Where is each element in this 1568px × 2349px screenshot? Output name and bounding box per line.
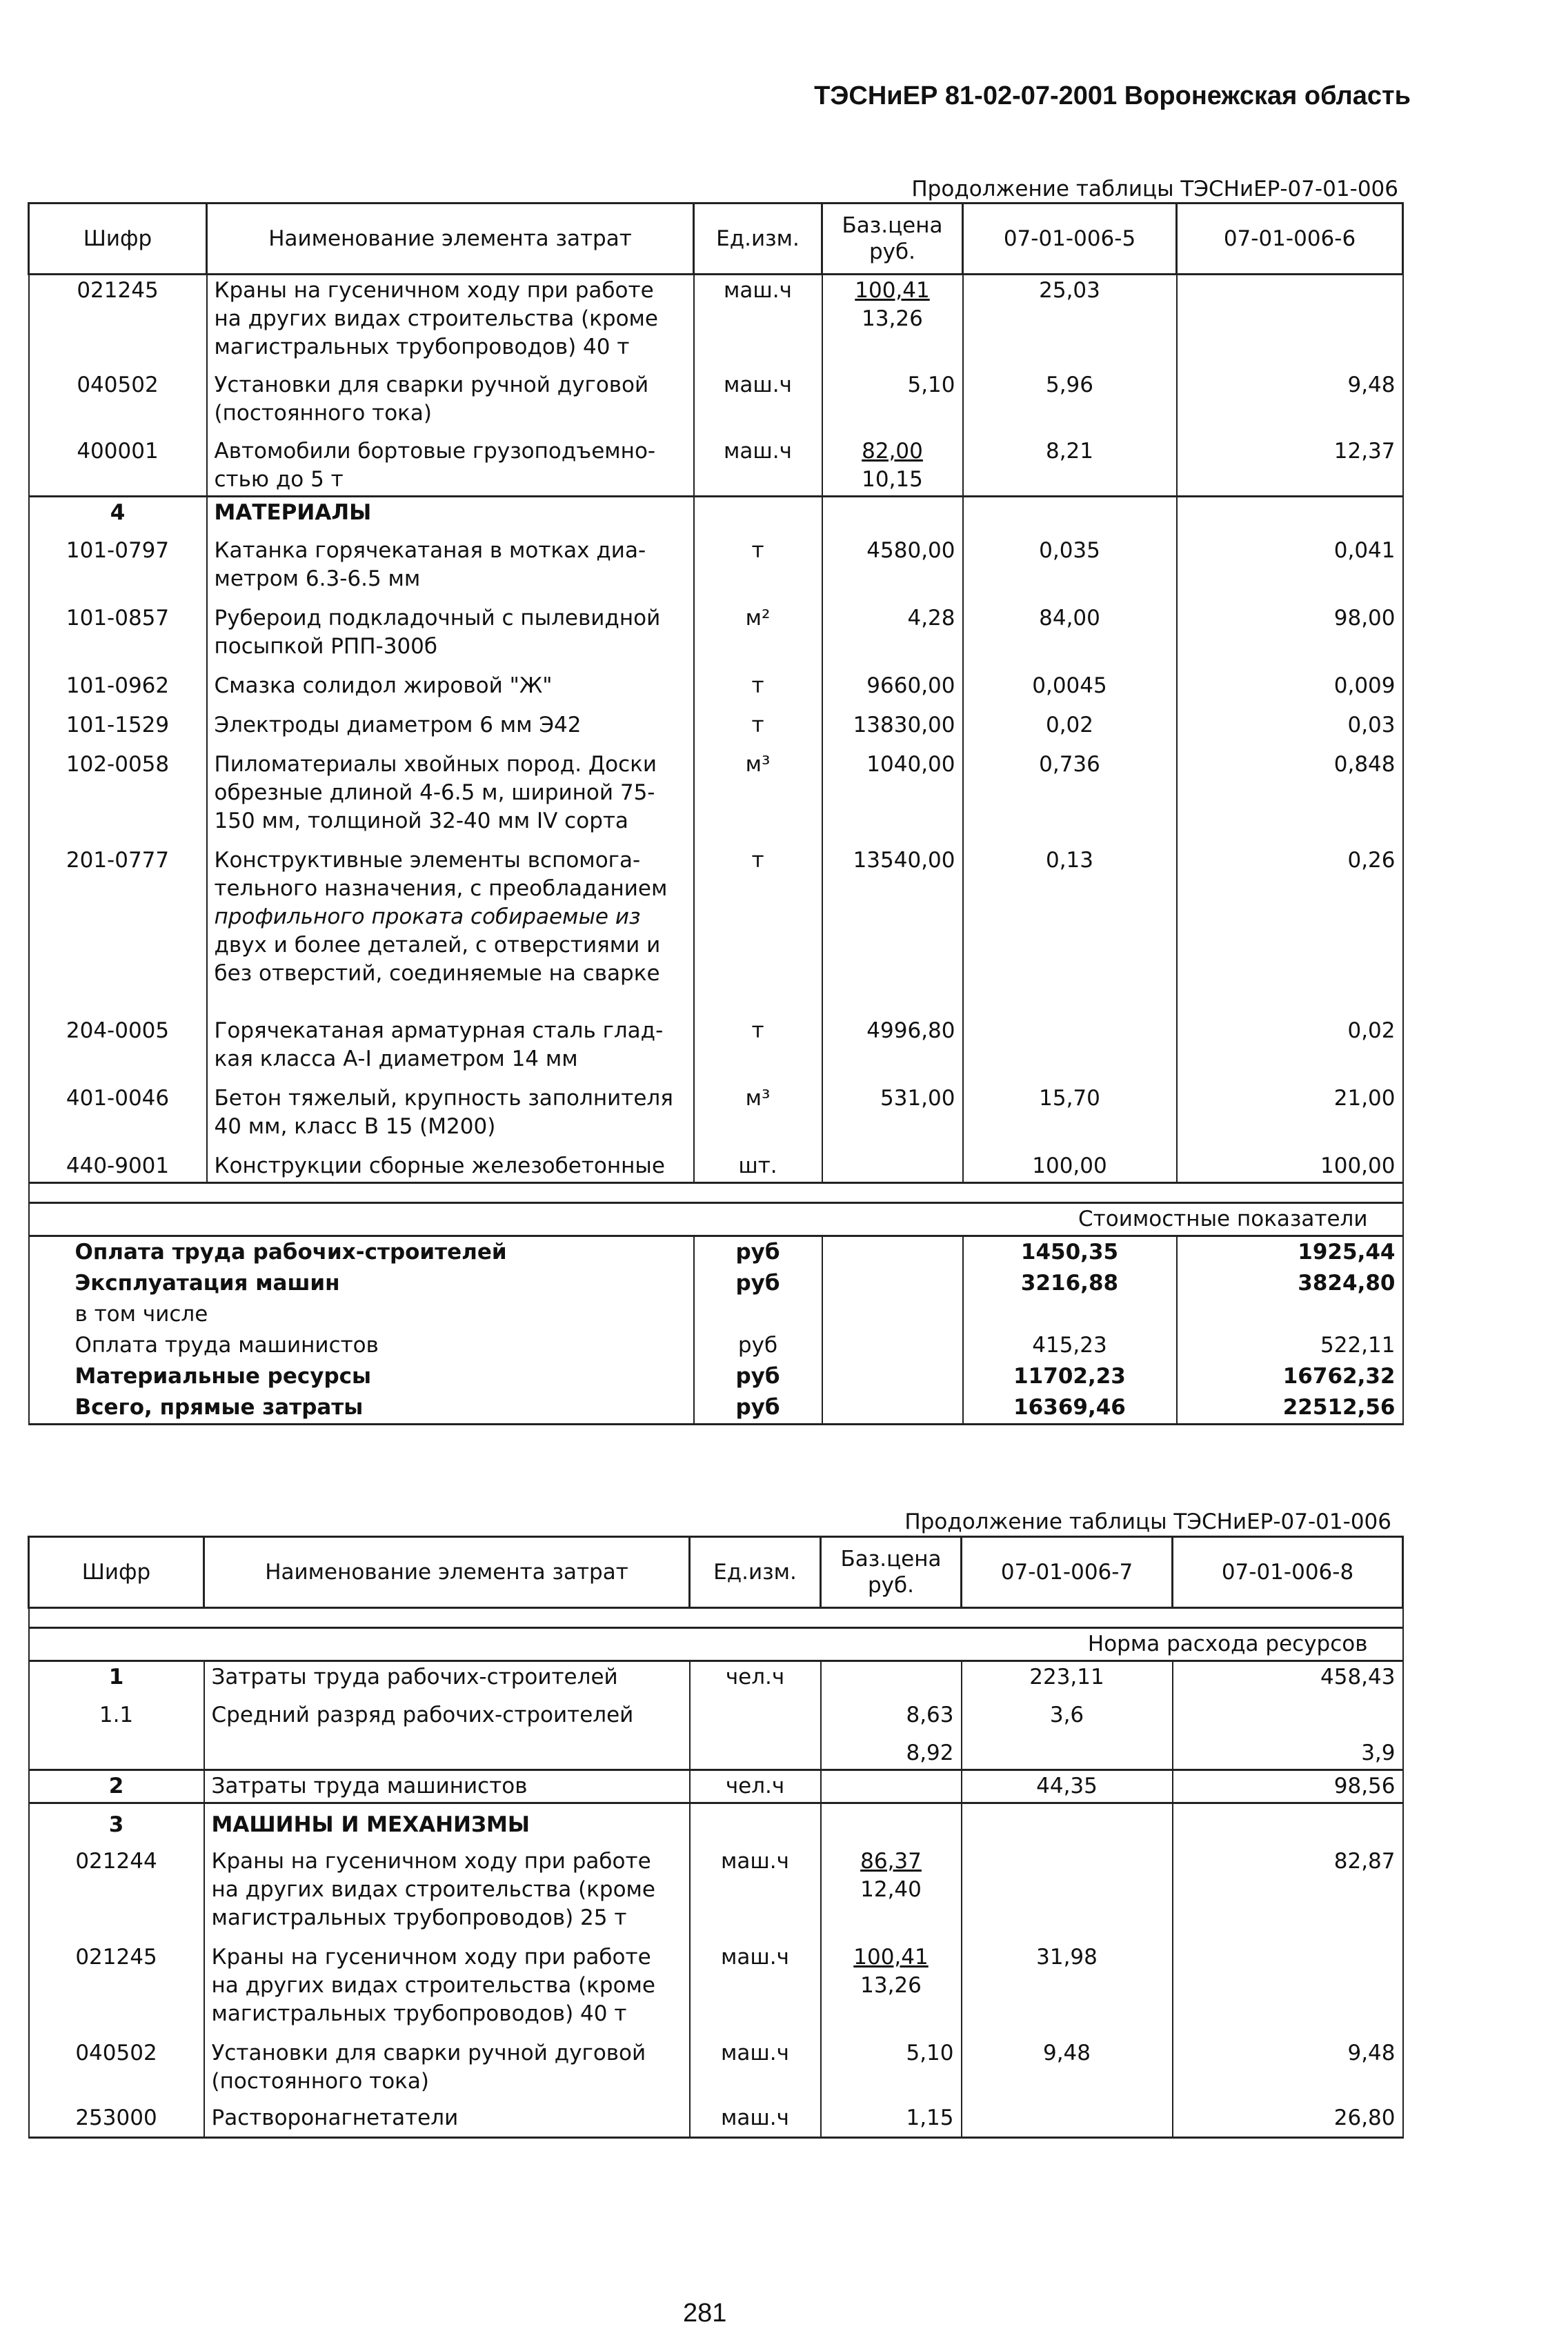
header-price-line2: руб. [869, 239, 915, 264]
empty-cell [822, 497, 963, 529]
row-name [207, 1015, 694, 1075]
empty-cell [1173, 1803, 1403, 1841]
row-value-2: 3,9 [1173, 1693, 1403, 1770]
header-name: Наименование элемента затрат [204, 1537, 690, 1608]
row-code: 1.1 [29, 1693, 204, 1770]
empty-cell [694, 497, 822, 529]
summary-value-2: 3824,80 [1177, 1268, 1403, 1299]
summary-value-1: 3216,88 [963, 1268, 1177, 1299]
row-value-1 [963, 1015, 1177, 1075]
row-price-value-secondary: 12,40 [860, 1877, 922, 1902]
row-name-line: Автомобили бортовые грузоподъемно- [214, 439, 656, 464]
row-code: 253000 [29, 2097, 204, 2138]
row-name: Конструкции сборные железобетонные [207, 1142, 694, 1183]
empty-cell [963, 1299, 1177, 1330]
row-unit: маш.ч [690, 1841, 821, 1934]
table-row [29, 2030, 1403, 2097]
summary-row [29, 1236, 1403, 1269]
row-price: 5,10 [821, 2030, 962, 2097]
row-value-1: 25,03 [963, 275, 1177, 364]
empty-cell [694, 1299, 822, 1330]
empty-cell [690, 1803, 821, 1841]
row-value-2: 0,041 [1177, 528, 1403, 595]
row-value-2: 458,43 [1173, 1661, 1403, 1694]
section-code: 4 [29, 497, 207, 529]
section-title: МАТЕРИАЛЫ [207, 497, 694, 529]
row-name-line: Рубероид подкладочный с пылевидной [214, 606, 661, 631]
empty-cell [962, 1803, 1173, 1841]
row-value-1: 223,11 [962, 1661, 1173, 1694]
row-value-1: 44,35 [962, 1770, 1173, 1803]
row-price: 4996,80 [822, 1015, 963, 1075]
row-name-line: посыпкой РПП-300б [214, 634, 438, 659]
row-value-1: 0,736 [963, 741, 1177, 837]
row-value-1 [962, 1841, 1173, 1934]
row-unit: т [694, 837, 822, 1015]
row-name: Затраты труда машинистов [204, 1770, 690, 1803]
summary-label: в том числе [29, 1299, 694, 1330]
summary-value-2: 1925,44 [1177, 1236, 1403, 1269]
row-unit: м³ [694, 741, 822, 837]
row-name-line: без отверстий, соединяемые на сварке [214, 961, 660, 986]
row-name [204, 1934, 690, 2030]
row-value-2: 82,87 [1173, 1841, 1403, 1934]
resource-table-1 [28, 202, 1404, 1425]
row-price [822, 275, 963, 364]
row-price: 13830,00 [822, 702, 963, 741]
row-name: Затраты труда рабочих-строителей [204, 1661, 690, 1694]
summary-value-2: 522,11 [1177, 1330, 1403, 1361]
spacer-cell [29, 1183, 1403, 1203]
summary-label: Материальные ресурсы [29, 1361, 694, 1392]
row-name-line: Катанка горячекатаная в мотках диа- [214, 538, 646, 563]
row-value-2: 21,00 [1177, 1075, 1403, 1142]
row-value-2 [1177, 275, 1403, 364]
row-name [204, 1841, 690, 1934]
table-row [29, 2097, 1403, 2138]
row-value-1: 8,21 [963, 429, 1177, 497]
row-price-value-secondary: 13,26 [862, 306, 923, 331]
empty-cell [821, 1770, 962, 1803]
summary-label: Всего, прямые затраты [29, 1392, 694, 1425]
row-code: 401-0046 [29, 1075, 207, 1142]
table-header-row [29, 1537, 1403, 1608]
summary-value-1: 1450,35 [963, 1236, 1177, 1269]
row-price: 13540,00 [822, 837, 963, 1015]
row-name-line: тельного назначения, с преобладанием [214, 876, 668, 901]
summary-unit: руб [694, 1236, 822, 1269]
row-price: 1,15 [821, 2097, 962, 2138]
section-title: МАШИНЫ И МЕХАНИЗМЫ [204, 1803, 690, 1841]
row-code: 021245 [29, 1934, 204, 2030]
header-col-2: 07-01-006-8 [1173, 1537, 1403, 1608]
section-code: 3 [29, 1803, 204, 1841]
row-name-line: (постоянного тока) [211, 2069, 429, 2094]
row-name-line: двух и более деталей, с отверстиями и [214, 933, 661, 958]
row-code: 101-0797 [29, 528, 207, 595]
table-row [29, 528, 1403, 595]
row-value-1: 84,00 [963, 595, 1177, 662]
row-name-line: Краны на гусеничном ходу при работе [211, 1945, 651, 1970]
row-name-line: кая класса А-I диаметром 14 мм [214, 1047, 578, 1071]
empty-cell [821, 1803, 962, 1841]
row-code: 102-0058 [29, 741, 207, 837]
header-unit: Ед.изм. [694, 204, 822, 275]
row-value-1: 0,035 [963, 528, 1177, 595]
row-price: 4,28 [822, 595, 963, 662]
header-price-line2: руб. [868, 1573, 914, 1598]
summary-row [29, 1330, 1403, 1361]
row-code: 204-0005 [29, 1015, 207, 1075]
empty-cell [690, 1693, 821, 1770]
table-row [29, 702, 1403, 741]
row-unit: м³ [694, 1075, 822, 1142]
row-code: 101-0962 [29, 662, 207, 702]
summary-label: Эксплуатация машин [29, 1268, 694, 1299]
row-value-2: 12,37 [1177, 429, 1403, 497]
row-code: 201-0777 [29, 837, 207, 1015]
row-unit: шт. [694, 1142, 822, 1183]
table-row [29, 1693, 1403, 1770]
row-value-1 [962, 2097, 1173, 2138]
summary-value-1: 415,23 [963, 1330, 1177, 1361]
row-name-line: стью до 5 т [214, 467, 344, 492]
table-row [29, 363, 1403, 429]
table-row [29, 741, 1403, 837]
row-code: 021245 [29, 275, 207, 364]
summary-unit: руб [694, 1392, 822, 1425]
row-name: Электроды диаметром 6 мм Э42 [207, 702, 694, 741]
row-code: 1 [29, 1661, 204, 1694]
summary-value-2: 16762,32 [1177, 1361, 1403, 1392]
row-price: 531,00 [822, 1075, 963, 1142]
summary-row [29, 1361, 1403, 1392]
summary-row [29, 1299, 1403, 1330]
header-price [821, 1537, 962, 1608]
row-name: Смазка солидол жировой "Ж" [207, 662, 694, 702]
row-value-2: 9,48 [1173, 2030, 1403, 2097]
row-code: 2 [29, 1770, 204, 1803]
table-row [29, 1934, 1403, 2030]
row-value-1: 0,13 [963, 837, 1177, 1015]
row-price-value: 86,37 [860, 1849, 922, 1874]
table-header-row [29, 204, 1403, 275]
row-price-value-secondary: 8,92 [906, 1741, 954, 1765]
row-code: 101-1529 [29, 702, 207, 741]
row-price: 4580,00 [822, 528, 963, 595]
row-value-2 [1173, 1934, 1403, 2030]
row-value-2: 9,48 [1177, 363, 1403, 429]
row-value-1: 15,70 [963, 1075, 1177, 1142]
row-value-2: 0,26 [1177, 837, 1403, 1015]
header-col-1: 07-01-006-7 [962, 1537, 1173, 1608]
row-price-value: 8,63 [906, 1703, 954, 1727]
row-value-1: 9,48 [962, 2030, 1173, 2097]
section-row [29, 497, 1403, 529]
norm-header: Норма расхода ресурсов [29, 1628, 1403, 1661]
empty-cell [822, 1392, 963, 1425]
summary-value-1: 16369,46 [963, 1392, 1177, 1425]
header-name: Наименование элемента затрат [207, 204, 694, 275]
header-unit: Ед.изм. [690, 1537, 821, 1608]
row-unit: маш.ч [694, 275, 822, 364]
header-col-1: 07-01-006-5 [963, 204, 1177, 275]
row-value-1: 5,96 [963, 363, 1177, 429]
row-unit: м² [694, 595, 822, 662]
row-code: 040502 [29, 2030, 204, 2097]
row-name-line: 150 мм, толщиной 32-40 мм IV сорта [214, 809, 628, 833]
page-number: 281 [683, 2299, 727, 2328]
empty-cell [822, 1330, 963, 1361]
row-code: 101-0857 [29, 595, 207, 662]
row-name-line: на других видах строительства (кроме [214, 306, 659, 331]
table-row [29, 275, 1403, 364]
row-unit: т [694, 528, 822, 595]
row-code: 400001 [29, 429, 207, 497]
table-row [29, 429, 1403, 497]
row-price-value: 100,41 [853, 1945, 929, 1970]
row-price: 1040,00 [822, 741, 963, 837]
empty-cell [963, 497, 1177, 529]
row-price [822, 1142, 963, 1183]
row-name [207, 741, 694, 837]
row-name-line: Горячекатаная арматурная сталь глад- [214, 1018, 664, 1043]
row-name: Средний разряд рабочих-строителей [204, 1693, 690, 1770]
row-price-value-secondary: 10,15 [862, 467, 923, 492]
table-row [29, 1183, 1403, 1203]
cost-header-row [29, 1203, 1403, 1236]
row-price: 5,10 [822, 363, 963, 429]
table-row [29, 837, 1403, 1015]
summary-label: Оплата труда рабочих-строителей [29, 1236, 694, 1269]
table-row [29, 1661, 1403, 1694]
row-name-line: профильного проката собираемые из [214, 904, 641, 929]
row-price [821, 1841, 962, 1934]
row-unit: т [694, 702, 822, 741]
row-value-2: 100,00 [1177, 1142, 1403, 1183]
row-unit: чел.ч [690, 1770, 821, 1803]
document-title: ТЭСНиЕР 81-02-07-2001 Воронежская область [814, 81, 1411, 110]
row-name-line: магистральных трубопроводов) 40 т [211, 2001, 627, 2026]
table-row [29, 1075, 1403, 1142]
norm-header-row [29, 1628, 1403, 1661]
row-name-line: Конструктивные элементы вспомога- [214, 848, 641, 873]
row-name [207, 528, 694, 595]
cost-header: Стоимостные показатели [29, 1203, 1403, 1236]
row-code: 440-9001 [29, 1142, 207, 1183]
row-price-value: 82,00 [862, 439, 923, 464]
row-name-line: метром 6.3-6.5 мм [214, 566, 421, 591]
row-price [821, 1934, 962, 2030]
summary-value-2: 22512,56 [1177, 1392, 1403, 1425]
row-name-line: 40 мм, класс В 15 (М200) [214, 1114, 496, 1139]
summary-row [29, 1268, 1403, 1299]
row-name [207, 275, 694, 364]
empty-cell [1177, 497, 1403, 529]
row-name [207, 1075, 694, 1142]
summary-unit: руб [694, 1268, 822, 1299]
row-name [207, 429, 694, 497]
row-name-line: обрезные длиной 4-6.5 м, шириной 75- [214, 780, 655, 805]
summary-unit: руб [694, 1361, 822, 1392]
row-value-2: 0,848 [1177, 741, 1403, 837]
row-name-line: Бетон тяжелый, крупность заполнителя [214, 1086, 673, 1111]
row-name-line: магистральных трубопроводов) 25 т [211, 1905, 627, 1930]
row-unit: маш.ч [690, 1934, 821, 2030]
table-row [29, 1142, 1403, 1183]
row-value-2: 98,00 [1177, 595, 1403, 662]
row-name-line: Краны на гусеничном ходу при работе [214, 278, 654, 303]
row-value-1: 0,0045 [963, 662, 1177, 702]
row-name-line: Установки для сварки ручной дуговой [211, 2041, 646, 2065]
row-name-line: (постоянного тока) [214, 401, 432, 426]
header-code: Шифр [29, 204, 207, 275]
row-value-2: 98,56 [1173, 1770, 1403, 1803]
row-unit: маш.ч [690, 2030, 821, 2097]
row-name-line: Краны на гусеничном ходу при работе [211, 1849, 651, 1874]
row-unit: маш.ч [690, 2097, 821, 2138]
row-unit: т [694, 662, 822, 702]
row-value-1: 100,00 [963, 1142, 1177, 1183]
table-row [29, 662, 1403, 702]
row-name-line: Установки для сварки ручной дуговой [214, 373, 649, 397]
empty-cell [821, 1661, 962, 1694]
empty-cell [822, 1361, 963, 1392]
row-code: 021244 [29, 1841, 204, 1934]
row-name [207, 837, 694, 1015]
row-value-2: 0,009 [1177, 662, 1403, 702]
table-row [29, 595, 1403, 662]
row-unit: маш.ч [694, 363, 822, 429]
row-name: Растворонагнетатели [204, 2097, 690, 2138]
row-name-line: магистральных трубопроводов) 40 т [214, 335, 630, 359]
summary-unit: руб [694, 1330, 822, 1361]
header-price-line1: Баз.цена [842, 213, 943, 238]
table-row [29, 1608, 1403, 1628]
table-continuation-caption: Продолжение таблицы ТЭСНиЕР-07-01-006 [911, 177, 1398, 201]
row-price-value-secondary: 13,26 [860, 1973, 922, 1998]
spacer-cell [29, 1608, 1403, 1628]
row-price [822, 429, 963, 497]
row-unit: чел.ч [690, 1661, 821, 1694]
header-price-line1: Баз.цена [840, 1547, 942, 1572]
table-row [29, 1015, 1403, 1075]
empty-cell [822, 1268, 963, 1299]
row-name [207, 595, 694, 662]
row-unit: т [694, 1015, 822, 1075]
header-price [822, 204, 963, 275]
row-value-2: 0,02 [1177, 1015, 1403, 1075]
row-price: 9660,00 [822, 662, 963, 702]
row-code: 040502 [29, 363, 207, 429]
resource-table-2 [28, 1536, 1404, 2139]
row-name-line: на других видах строительства (кроме [211, 1877, 656, 1902]
row-name-line: на других видах строительства (кроме [211, 1973, 656, 1998]
section-row [29, 1803, 1403, 1841]
empty-cell [822, 1299, 963, 1330]
row-unit: маш.ч [694, 429, 822, 497]
row-value-2: 26,80 [1173, 2097, 1403, 2138]
row-name [207, 363, 694, 429]
row-price-value: 100,41 [855, 278, 930, 303]
header-code: Шифр [29, 1537, 204, 1608]
row-value-1: 0,02 [963, 702, 1177, 741]
row-value-2: 0,03 [1177, 702, 1403, 741]
summary-label: Оплата труда машинистов [29, 1330, 694, 1361]
empty-cell [822, 1236, 963, 1269]
row-name [204, 2030, 690, 2097]
row-name-line: Пиломатериалы хвойных пород. Доски [214, 752, 657, 777]
table-continuation-caption: Продолжение таблицы ТЭСНиЕР-07-01-006 [904, 1509, 1391, 1534]
table-row [29, 1770, 1403, 1803]
table-row [29, 1841, 1403, 1934]
header-col-2: 07-01-006-6 [1177, 204, 1403, 275]
empty-cell [1177, 1299, 1403, 1330]
row-price [821, 1693, 962, 1770]
summary-row [29, 1392, 1403, 1425]
row-value-1: 31,98 [962, 1934, 1173, 2030]
row-value-1: 3,6 [962, 1693, 1173, 1770]
summary-value-1: 11702,23 [963, 1361, 1177, 1392]
